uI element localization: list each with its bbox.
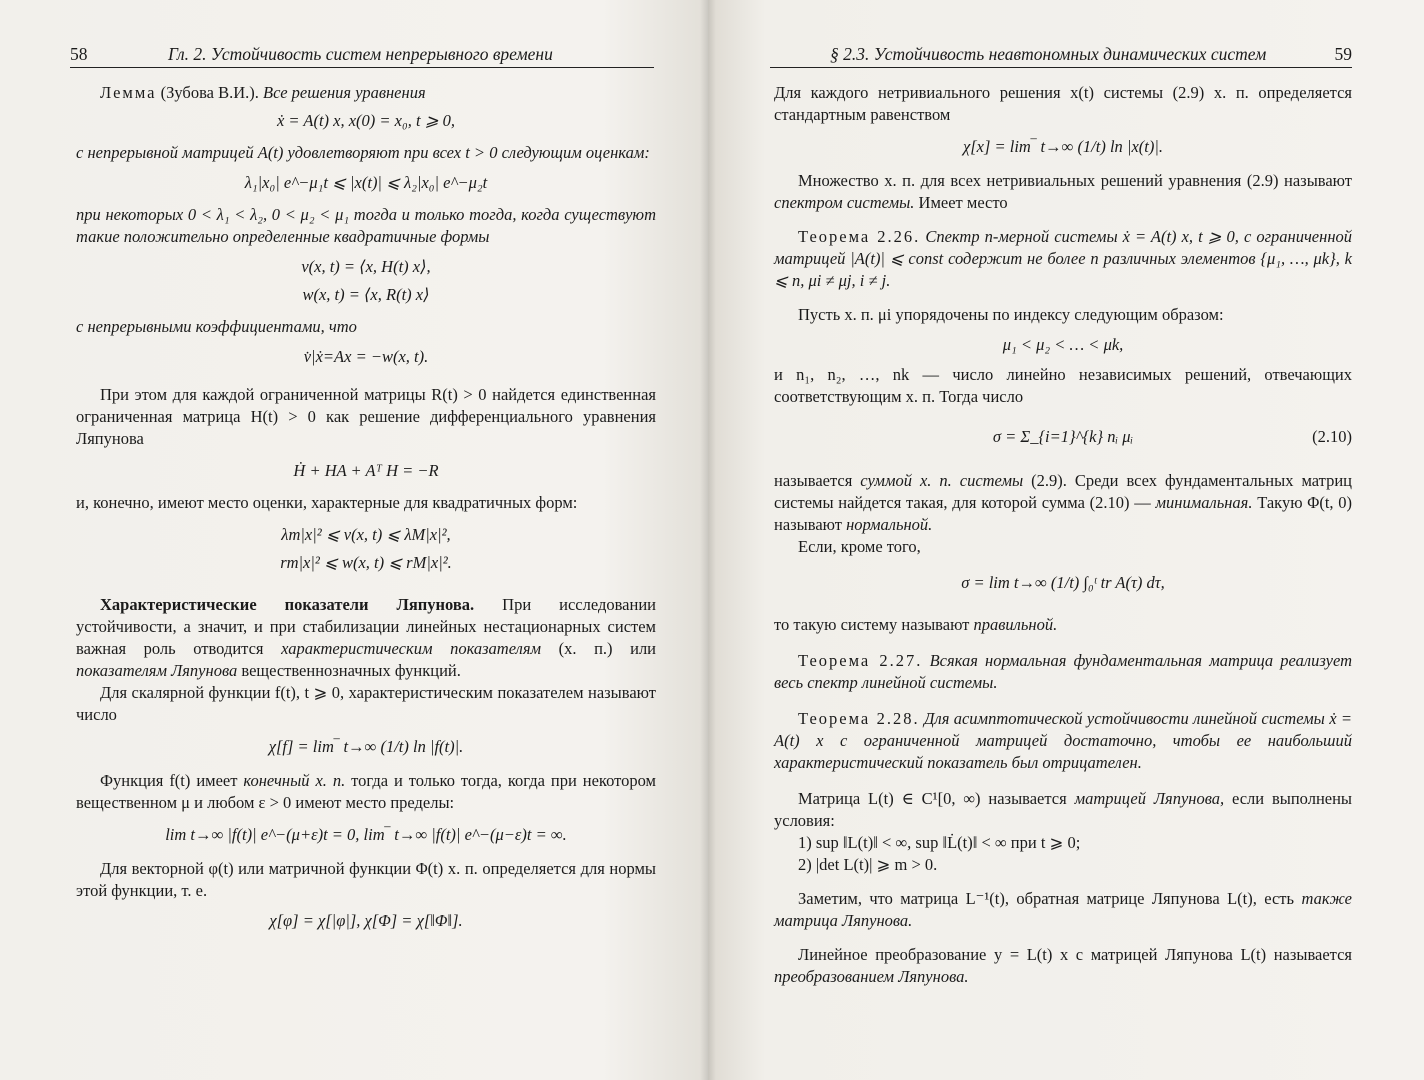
formula-w-bounds: rm|x|² ⩽ w(x, t) ⩽ rM|x|². <box>280 553 452 572</box>
sum-text-a: называется <box>774 471 853 490</box>
left-running-head <box>70 44 654 68</box>
paragraph-inverse <box>774 888 1352 932</box>
formula-mu-order: μ₁ < μ₂ < … < μk, <box>1002 335 1124 354</box>
sum-text-e: Такую Φ(t, 0) называют <box>774 493 1352 534</box>
term-finite: конечный х. п. <box>243 771 346 790</box>
lyap-text-a: Матрица L(t) ∈ C¹[0, ∞) называется <box>798 789 1067 808</box>
transform-text-a: Линейное преобразование y = L(t) x с матрицей Ляпунова L(t) называется <box>798 945 1352 964</box>
lemma-label: Лемма <box>100 83 157 102</box>
regular-text-a: то такую систему называют <box>774 615 970 634</box>
theorem-2-28 <box>774 708 1352 774</box>
paragraph-lemma-cont: с непрерывной матрицей A(t) удовлетворяют при всех t > 0 следующим оценкам: <box>76 143 650 162</box>
formula-chi-f: χ[f] = lim‾ t→∞ (1/t) ln |f(t)|. <box>268 737 464 756</box>
formula-sigma-integral: σ = lim t→∞ (1/t) ∫₀ᵗ tr A(τ) dτ, <box>961 573 1165 592</box>
term-lyapunov-transform: преобразованием Ляпунова. <box>774 967 969 986</box>
paragraph-regular <box>774 614 1352 636</box>
condition-2: 2) |det L(t)| ⩾ m > 0. <box>798 855 938 874</box>
formula-v: v(x, t) = ⟨x, H(t) x⟩, <box>301 257 431 276</box>
term-lyapunov-exponents: показателям Ляпунова <box>76 661 238 680</box>
paragraph-continuous-coeff: с непрерывными коэффициентами, что <box>76 317 357 336</box>
condition-1: 1) sup ‖L(t)‖ < ∞, sup ‖L̇(t)‖ < ∞ при t ⩾ 0; <box>798 833 1081 852</box>
lemma-text: Все решения уравнения <box>263 83 426 102</box>
sum-text-c: (2.9). Среди всех фундаментальных матриц системы найдется такая, для которой сумма (2.10) — <box>774 471 1353 512</box>
formula-limits: lim t→∞ |f(t)| e^−(μ+ε)t = 0, lim‾ t→∞ |f(t)| e^−(μ−ε)t = ∞. <box>165 825 567 844</box>
formula-sigma-row <box>774 426 1352 448</box>
term-lyapunov-matrix: матрицей Ляпунова, <box>1074 789 1225 808</box>
formula-sigma: σ = Σ_{i=1}^{k} nᵢ μᵢ <box>992 427 1134 446</box>
left-page <box>0 0 708 1080</box>
paragraph-lyapunov-eq: При этом для каждой ограниченной матрицы R(t) > 0 найдется единственная ограниченная матрица H(t) > 0 как решение дифференциального уравнения Ляпунова <box>76 385 656 448</box>
term-spectrum: спектром системы. <box>774 193 915 212</box>
theorem-2-28-label: Теорема 2.28. <box>798 709 920 728</box>
term-characteristic: характеристическим показателям <box>281 639 542 658</box>
lemma <box>76 82 656 104</box>
paragraph-transformation <box>774 944 1352 988</box>
right-running-head <box>770 44 1352 68</box>
left-chapter-title: Гл. 2. Устойчивость систем непрерывного времени <box>168 44 553 64</box>
term-regular: правильной. <box>973 615 1058 634</box>
section-text-c: (х. п.) или <box>558 639 657 658</box>
formula-w: w(x, t) = ⟨x, R(t) x⟩ <box>302 285 430 304</box>
section-text-a: При исследовании устойчивости, а значит, и при стабилизации линейных нестационарных систем важная роль отводится <box>76 595 656 658</box>
inverse-text-a: Заметим, что матрица L⁻¹(t), обратная матрице Ляпунова L(t), есть <box>798 889 1295 908</box>
paragraph-finite <box>76 770 656 814</box>
theorem-2-26 <box>774 226 1352 292</box>
right-section-title: § 2.3. Устойчивость неавтономных динамических систем <box>830 44 1267 64</box>
left-body <box>76 82 656 932</box>
equation-number-2-10: (2.10) <box>1312 427 1352 446</box>
theorem-2-27 <box>774 650 1352 694</box>
paragraph-ordering: Пусть х. п. μi упорядочены по индексу следующим образом: <box>798 305 1224 324</box>
finite-text-c: тогда и только тогда, когда при некотором вещественном μ и любом ε > 0 имеют место пределы: <box>76 771 656 812</box>
paragraph-quadratic-forms: при некоторых 0 < λ₁ < λ₂, 0 < μ₂ < μ₁ тогда и только тогда, когда существуют такие положительно определенные квадратичные формы <box>76 205 656 246</box>
term-normal: нормальной. <box>846 515 933 534</box>
finite-text-a: Функция f(t) имеет <box>100 771 238 790</box>
book-gutter <box>700 0 716 1080</box>
paragraph-independent: и n₁, n₂, …, nk — число линейно независимых решений, отвечающих соответствующим х. п. Тогда число <box>774 365 1352 406</box>
right-page-number: 59 <box>1334 44 1352 64</box>
lyap-text-c: если выполнены условия: <box>774 789 1353 830</box>
spectrum-text-a: Множество х. п. для всех нетривиальных решений уравнения (2.9) называют <box>798 171 1352 190</box>
section-text-e: вещественнозначных функций. <box>241 661 461 680</box>
paragraph-vector: Для векторной φ(t) или матричной функции Φ(t) х. п. определяется для нормы этой функции, т. е. <box>76 859 656 900</box>
formula-chi-x: χ[x] = lim‾ t→∞ (1/t) ln |x(t)|. <box>962 137 1164 156</box>
formula-system: ẋ = A(t) x, x(0) = x₀, t ⩾ 0, <box>276 111 456 130</box>
paragraph-nontrivial: Для каждого нетривиального решения x(t) системы (2.9) х. п. определяется стандартным равенством <box>774 83 1352 124</box>
formula-chi-norm: χ[φ] = χ[|φ|], χ[Φ] = χ[‖Φ‖]. <box>269 911 463 930</box>
theorem-2-27-text: Всякая нормальная фундаментальная матрица реализует весь спектр линейной системы. <box>774 651 1353 692</box>
term-sum: суммой х. п. системы <box>860 471 1024 490</box>
formula-estimates: λ₁|x₀| e^−μ₁t ⩽ |x(t)| ⩽ λ₂|x₀| e^−μ₂t <box>244 173 488 192</box>
formula-v-bounds: λm|x|² ⩽ v(x, t) ⩽ λM|x|², <box>281 525 451 544</box>
section-title: Характеристические показатели Ляпунова. <box>100 595 475 614</box>
right-body <box>774 82 1352 988</box>
paragraph-lyapunov-matrix <box>774 788 1352 832</box>
theorem-2-26-label: Теорема 2.26. <box>798 227 921 246</box>
paragraph-spectrum <box>774 170 1352 214</box>
paragraph-estimates: и, конечно, имеют место оценки, характерные для квадратичных форм: <box>76 493 578 512</box>
left-page-number: 58 <box>70 44 88 64</box>
theorem-2-26-text: Спектр n-мерной системы ẋ = A(t) x, t ⩾ 0, с ограниченной матрицей |A(t)| ⩽ const содержит не более n различных элементов {μ₁, …, μk}, k ⩽ n, μi ≠ μj, i ≠ j. <box>774 227 1353 290</box>
paragraph-scalar: Для скалярной функции f(t), t ⩾ 0, характеристическим показателем называют число <box>76 683 656 724</box>
inverse-text-b: также матрица Ляпунова. <box>774 889 1352 930</box>
spectrum-text-c: Имеет место <box>918 193 1008 212</box>
formula-lyapunov: Ḣ + HA + Aᵀ H = −R <box>293 461 439 480</box>
formula-derivative: v̇|ẋ=Ax = −w(x, t). <box>303 347 429 366</box>
right-page <box>708 0 1424 1080</box>
paragraph-if: Если, кроме того, <box>798 537 921 556</box>
paragraph-sum <box>774 470 1352 536</box>
term-minimal: минимальная. <box>1155 493 1253 512</box>
section-characteristic <box>76 594 656 682</box>
theorem-2-27-label: Теорема 2.27. <box>798 651 923 670</box>
lemma-author: (Зубова В.И.). <box>160 83 259 102</box>
theorem-2-28-text: Для асимптотической устойчивости линейной системы ẋ = A(t) x с ограниченной матрицей достаточно, чтобы ее наибольший характеристический показатель был отрицателен. <box>774 709 1353 772</box>
